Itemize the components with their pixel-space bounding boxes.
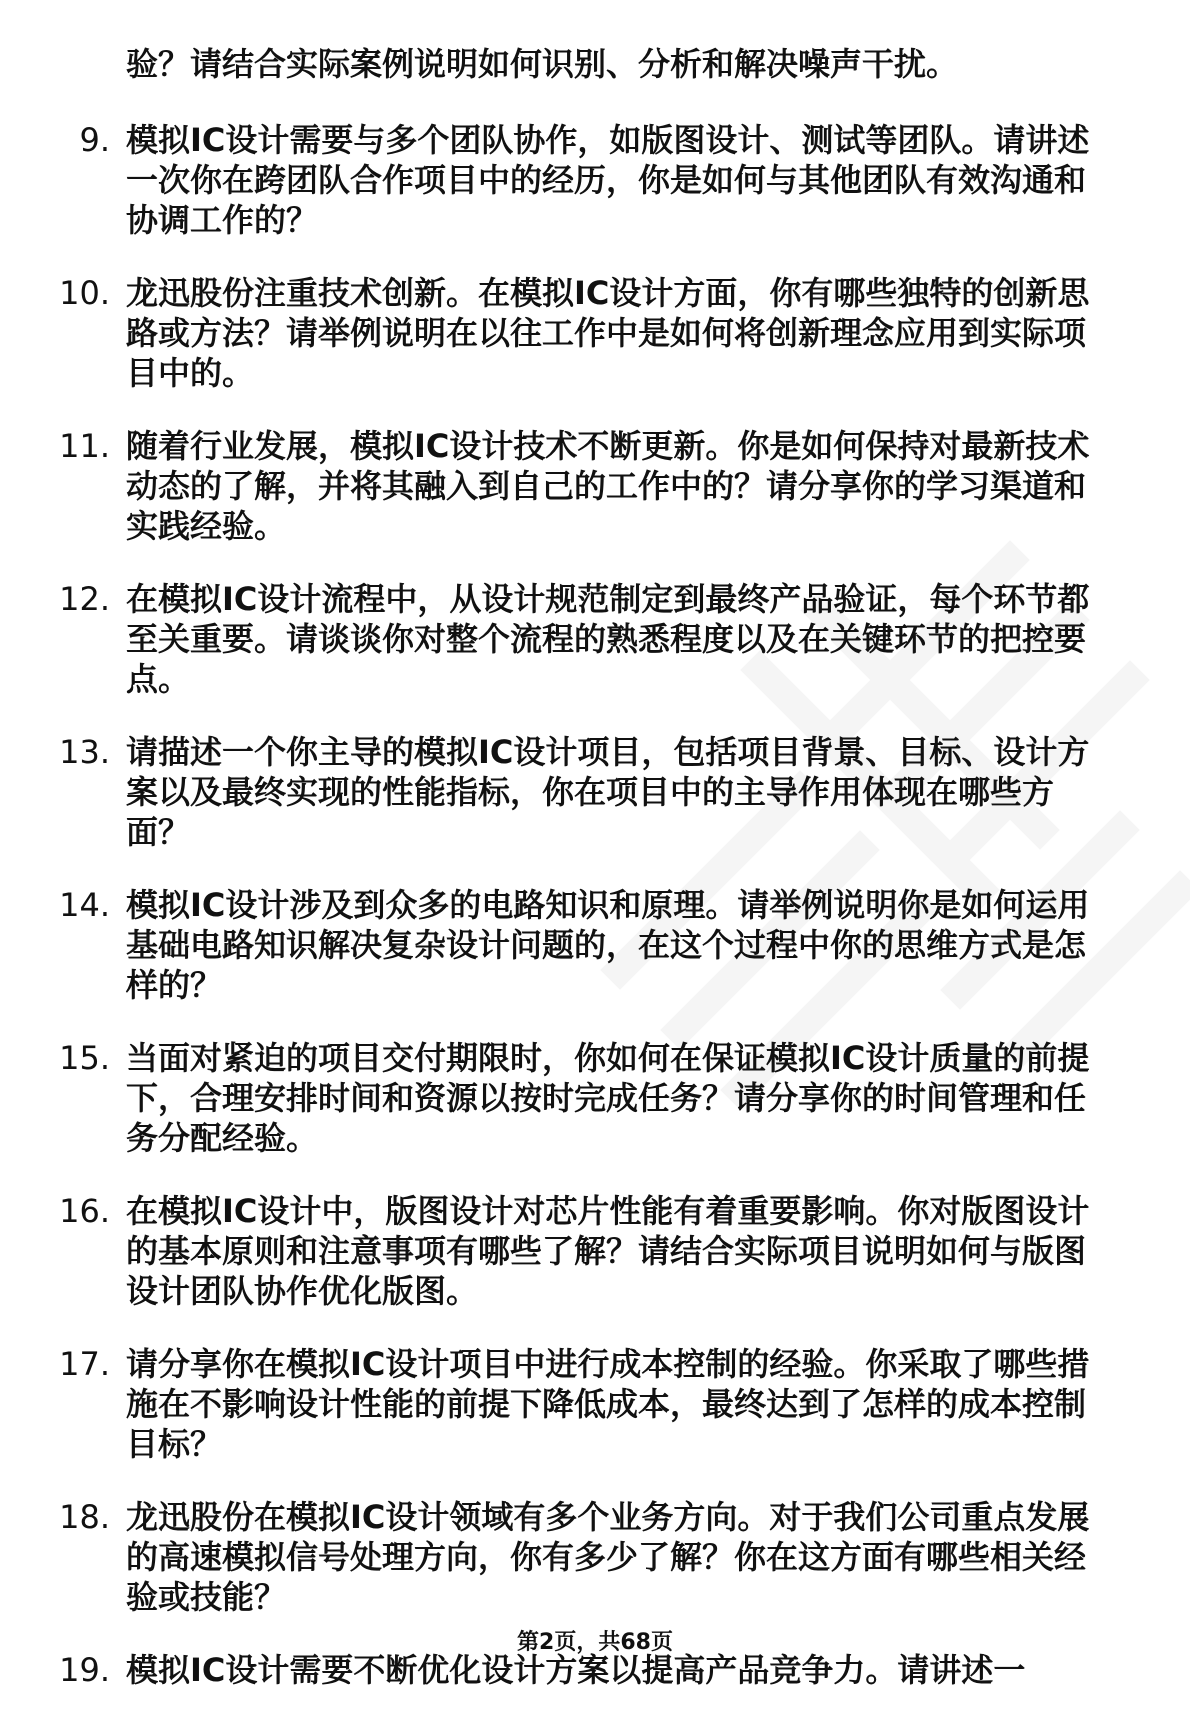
question-number: 17. bbox=[59, 1345, 110, 1383]
question-item-11 bbox=[0, 426, 1106, 546]
question-list bbox=[0, 120, 1190, 1723]
question-number: 16. bbox=[59, 1192, 110, 1230]
question-number: 11. bbox=[59, 427, 110, 465]
question-text: 在模拟IC设计流程中，从设计规范制定到最终产品验证，每个环节都至关重要。请谈谈你对整个流程的熟悉程度以及在关键环节的把控要点。 bbox=[126, 580, 1090, 698]
question-number: 15. bbox=[59, 1039, 110, 1077]
page-footer: 第2页，共68页 bbox=[517, 1630, 673, 1655]
question-number: 10. bbox=[59, 274, 110, 312]
question-item-14 bbox=[0, 885, 1106, 1005]
question-number: 19. bbox=[59, 1651, 110, 1689]
question-text: 模拟IC设计需要与多个团队协作，如版图设计、测试等团队。请讲述一次你在跨团队合作项目中的经历，你是如何与其他团队有效沟通和协调工作的？ bbox=[126, 121, 1090, 239]
question-text: 龙迅股份在模拟IC设计领域有多个业务方向。对于我们公司重点发展的高速模拟信号处理方向，你有多少了解？你在这方面有哪些相关经验或技能？ bbox=[126, 1498, 1090, 1616]
question-item-13 bbox=[0, 732, 1106, 852]
question-text: 随着行业发展，模拟IC设计技术不断更新。你是如何保持对最新技术动态的了解，并将其融入到自己的工作中的？请分享你的学习渠道和实践经验。 bbox=[126, 427, 1090, 545]
question-item-18 bbox=[0, 1497, 1106, 1617]
question-text: 龙迅股份注重技术创新。在模拟IC设计方面，你有哪些独特的创新思路或方法？请举例说明在以往工作中是如何将创新理念应用到实际项目中的。 bbox=[126, 274, 1090, 392]
question-item-9 bbox=[0, 120, 1106, 240]
question-number: 12. bbox=[59, 580, 110, 618]
question-item-16 bbox=[0, 1191, 1106, 1311]
question-text: 请分享你在模拟IC设计项目中进行成本控制的经验。你采取了哪些措施在不影响设计性能的前提下降低成本，最终达到了怎样的成本控制目标？ bbox=[126, 1345, 1090, 1463]
continuation-text: 验？请结合实际案例说明如何识别、分析和解决噪声干扰。 bbox=[126, 45, 959, 83]
question-text: 在模拟IC设计中，版图设计对芯片性能有着重要影响。你对版图设计的基本原则和注意事项有哪些了解？请结合实际项目说明如何与版图设计团队协作优化版图。 bbox=[126, 1192, 1090, 1310]
question-text: 模拟IC设计需要不断优化设计方案以提高产品竞争力。请讲述一 bbox=[126, 1651, 1026, 1689]
question-item-15 bbox=[0, 1038, 1106, 1158]
question-number: 14. bbox=[59, 886, 110, 924]
question-number: 18. bbox=[59, 1498, 110, 1536]
question-text: 当面对紧迫的项目交付期限时，你如何在保证模拟IC设计质量的前提下，合理安排时间和资源以按时完成任务？请分享你的时间管理和任务分配经验。 bbox=[126, 1039, 1090, 1157]
question-number: 13. bbox=[59, 733, 110, 771]
question-text: 请描述一个你主导的模拟IC设计项目，包括项目背景、目标、设计方案以及最终实现的性能指标，你在项目中的主导作用体现在哪些方面？ bbox=[126, 733, 1090, 851]
question-number: 9. bbox=[79, 121, 110, 159]
question-item-10 bbox=[0, 273, 1106, 393]
question-text: 模拟IC设计涉及到众多的电路知识和原理。请举例说明你是如何运用基础电路知识解决复杂设计问题的，在这个过程中你的思维方式是怎样的？ bbox=[126, 886, 1090, 1004]
question-item-12 bbox=[0, 579, 1106, 699]
question-item-17 bbox=[0, 1344, 1106, 1464]
